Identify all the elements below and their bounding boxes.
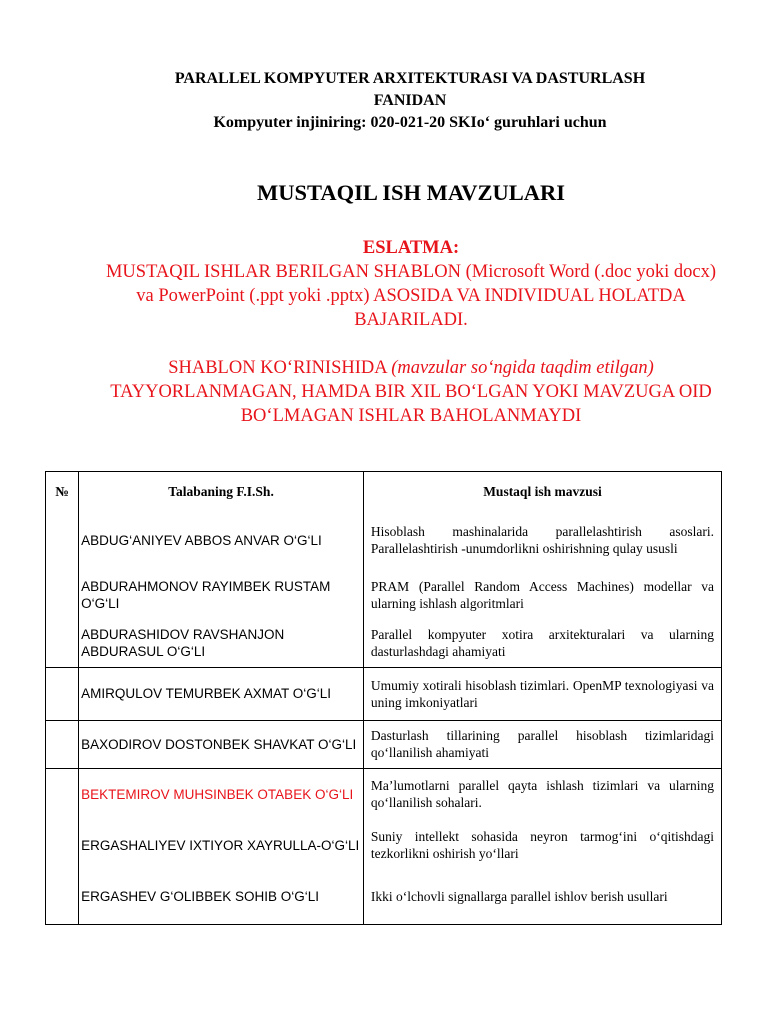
student-name: BAXODIROV DOSTONBEK SHAVKAT O‘G‘LI xyxy=(79,720,364,768)
notice-p2-italic: (mavzular so‘ngida taqdim etilgan) xyxy=(391,358,654,378)
notice-heading: ESLATMA: xyxy=(362,238,460,258)
notice-p2-start: SHABLON KO‘RINISHIDA xyxy=(168,358,392,378)
row-number-cell xyxy=(46,570,79,620)
table-row xyxy=(46,510,722,570)
document-header xyxy=(150,68,670,134)
topic-cell: Umumiy xotirali hisoblash tizimlari. OpenMP texnologiyasi va uning imkoniyatlari xyxy=(363,667,721,720)
column-header-number: № xyxy=(46,472,79,511)
table-row xyxy=(46,667,722,720)
notice-paragraph-2 xyxy=(96,356,726,428)
notice-p2-end: TAYYORLANMAGAN, HAMDA BIR XIL BO‘LGAN YOKI MAVZUGA OID BO‘LMAGAN ISHLAR BAHOLANMAYDI xyxy=(110,382,712,426)
student-name: AMIRQULOV TEMURBEK AXMAT O‘G‘LI xyxy=(79,667,364,720)
row-number-cell xyxy=(46,768,79,820)
header-line-1: PARALLEL KOMPYUTER ARXITEKTURASI VA DASTURLASH xyxy=(174,70,646,87)
notice-spacer xyxy=(96,332,726,356)
table-row xyxy=(46,620,722,667)
topic-cell: Parallel kompyuter xotira arxitekturalari va ularning dasturlashdagi ahamiyati xyxy=(363,620,721,667)
notice-paragraph-1: MUSTAQIL ISHLAR BERILGAN SHABLON (Microsoft Word (.doc yoki docx) va PowerPoint (.ppt yoki .pptx) ASOSIDA VA INDIVIDUAL HOLATDA BAJARILADI. xyxy=(105,262,717,330)
notice-block xyxy=(96,236,726,428)
column-header-topic: Mustaql ish mavzusi xyxy=(363,472,721,511)
header-line-2: FANIDAN xyxy=(373,92,447,109)
header-line-3: Kompyuter injiniring: 020-021-20 SKIo‘ guruhlari uchun xyxy=(213,114,607,131)
student-name: ERGASHEV G‘OLIBBEK SOHIB O‘G‘LI xyxy=(79,870,364,924)
topic-cell: PRAM (Parallel Random Access Machines) modellar va ularning ishlash algoritmlari xyxy=(363,570,721,620)
table-row xyxy=(46,720,722,768)
topic-cell: Dasturlash tillarining parallel hisoblash tizimlaridagi qo‘llanilish ahamiyati xyxy=(363,720,721,768)
table-row xyxy=(46,820,722,870)
table-header-row xyxy=(46,472,722,511)
topics-table xyxy=(45,471,722,925)
row-number-cell xyxy=(46,820,79,870)
topic-cell: Hisoblash mashinalarida parallelashtirish asoslari. Parallelashtirish -unumdorlikni oshirishning qulay ususli xyxy=(363,510,721,570)
table-row xyxy=(46,570,722,620)
topic-cell: Ikki o‘lchovli signallarga parallel ishlov berish usullari xyxy=(363,870,721,924)
page-title: MUSTAQIL ISH MAVZULARI xyxy=(257,180,565,205)
topic-cell: Suniy intellekt sohasida neyron tarmog‘ini o‘qitishdagi tezkorlikni oshirish yo‘llari xyxy=(363,820,721,870)
topic-cell: Ma’lumotlarni parallel qayta ishlash tizimlari va ularning qo‘llanilish sohalari. xyxy=(363,768,721,820)
student-name: ABDUG‘ANIYEV ABBOS ANVAR O‘G‘LI xyxy=(79,510,364,570)
student-name: ERGASHALIYEV IXTIYOR XAYRULLA-O‘G‘LI xyxy=(79,820,364,870)
table-row xyxy=(46,768,722,820)
row-number-cell xyxy=(46,870,79,924)
row-number-cell xyxy=(46,510,79,570)
column-header-name: Talabaning F.I.Sh. xyxy=(79,472,364,511)
row-number-cell xyxy=(46,667,79,720)
table-row xyxy=(46,870,722,924)
row-number-cell xyxy=(46,720,79,768)
student-name: ABDURASHIDOV RAVSHANJON ABDURASUL O‘G‘LI xyxy=(79,620,364,667)
row-number-cell xyxy=(46,620,79,667)
student-name: ABDURAHMONOV RAYIMBEK RUSTAM O‘G‘LI xyxy=(79,570,364,620)
student-name-highlighted: BEKTEMIROV MUHSINBEK OTABEK O‘G‘LI xyxy=(79,768,364,820)
